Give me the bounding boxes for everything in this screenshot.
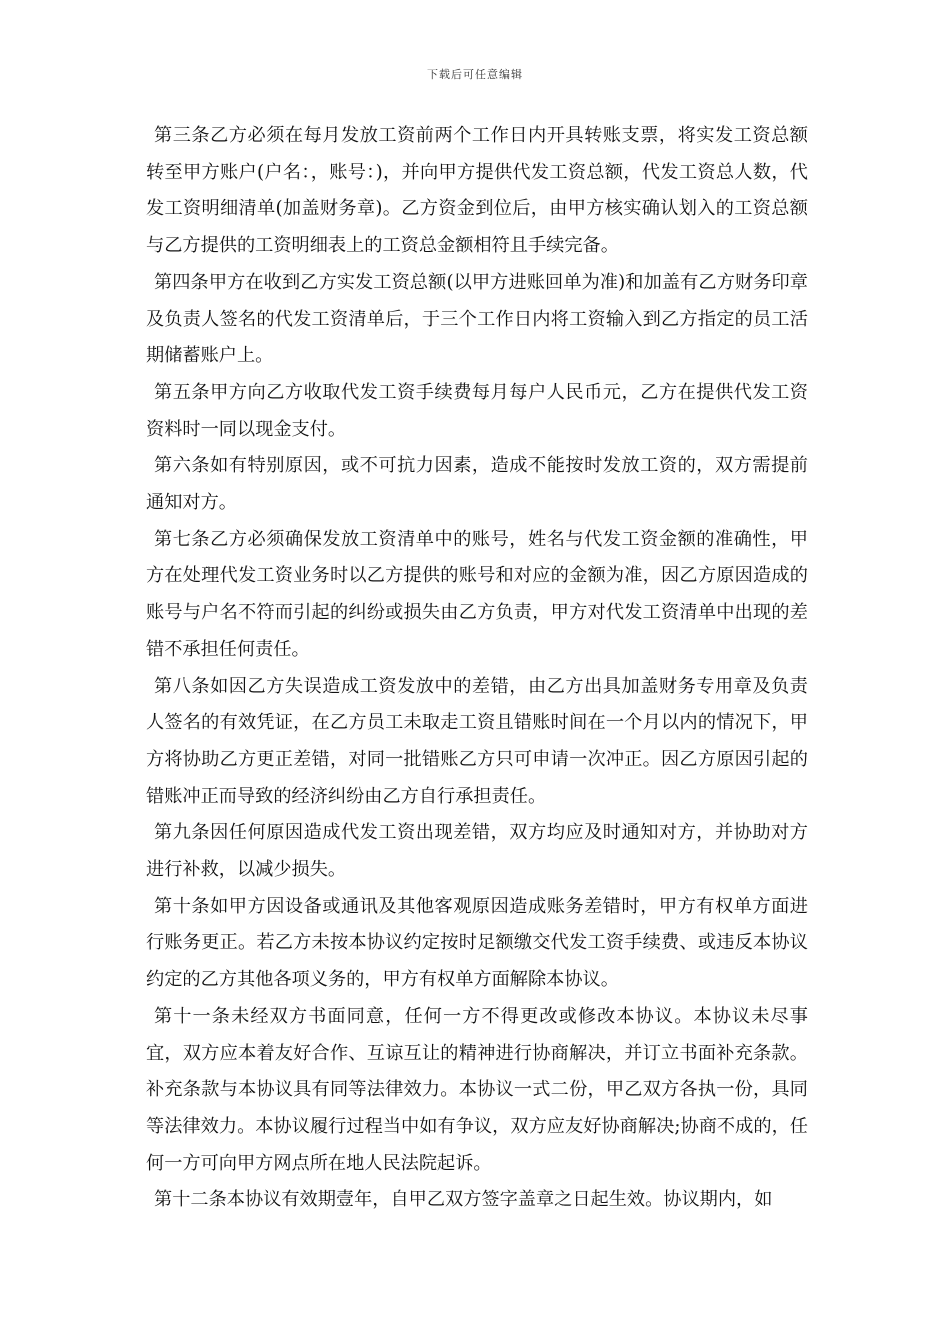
clause-6-paragraph: 第六条如有特别原因，或不可抗力因素，造成不能按时发放工资的，双方需提前通知对方。: [146, 455, 808, 514]
clause-4-paragraph: 第四条甲方在收到乙方实发工资总额(以甲方进账回单为准)和加盖有乙方财务印章及负责人签名的代发工资清单后，于三个工作日内将工资输入到乙方指定的员工活期储蓄账户上。: [146, 271, 808, 367]
clause-3-paragraph: 第三条乙方必须在每月发放工资前两个工作日内开具转账支票，将实发工资总额转至甲方账户(户名：，账号：)，并向甲方提供代发工资总额，代发工资总人数，代发工资明细清单(加盖财务章)。乙方资金到位后，由甲方核实确认划入的工资总额与乙方提供的工资明细表上的工资总金额相符且手续完备。: [146, 125, 808, 257]
clause-8-paragraph: 第八条如因乙方失误造成工资发放中的差错，由乙方出具加盖财务专用章及负责人签名的有效凭证，在乙方员工未取走工资且错账时间在一个月以内的情况下，甲方将协助乙方更正差错，对同一批错账乙方只可申请一次冲正。因乙方原因引起的错账冲正而导致的经济纠纷由乙方自行承担责任。: [146, 675, 808, 807]
clause-7-paragraph: 第七条乙方必须确保发放工资清单中的账号，姓名与代发工资金额的准确性，甲方在处理代发工资业务时以乙方提供的账号和对应的金额为准，因乙方原因造成的账号与户名不符而引起的纠纷或损失由乙方负责，甲方对代发工资清单中出现的差错不承担任何责任。: [146, 528, 808, 660]
clause-11-paragraph: 第十一条未经双方书面同意，任何一方不得更改或修改本协议。本协议未尽事宜，双方应本着友好合作、互谅互让的精神进行协商解决，并订立书面补充条款。补充条款与本协议具有同等法律效力。本协议一式二份，甲乙双方各执一份，具同等法律效力。本协议履行过程当中如有争议，双方应友好协商解决;协商不成的，任何一方可向甲方网点所在地人民法院起诉。: [146, 1005, 808, 1174]
document-body: [146, 118, 808, 1219]
clause-10-paragraph: 第十条如甲方因设备或通讯及其他客观原因造成账务差错时，甲方有权单方面进行账务更正。若乙方未按本协议约定按时足额缴交代发工资手续费、或违反本协议约定的乙方其他各项义务的，甲方有权单方面解除本协议。: [146, 895, 808, 991]
clause-12-paragraph: 第十二条本协议有效期壹年，自甲乙双方签字盖章之日起生效。协议期内，如: [154, 1189, 773, 1211]
clause-5-paragraph: 第五条甲方向乙方收取代发工资手续费每月每户人民币元，乙方在提供代发工资资料时一同以现金支付。: [146, 381, 808, 440]
page-header: 下载后可任意编辑: [427, 68, 523, 81]
clause-9-paragraph: 第九条因任何原因造成代发工资出现差错，双方均应及时通知对方，并协助对方进行补救，以减少损失。: [146, 822, 808, 881]
